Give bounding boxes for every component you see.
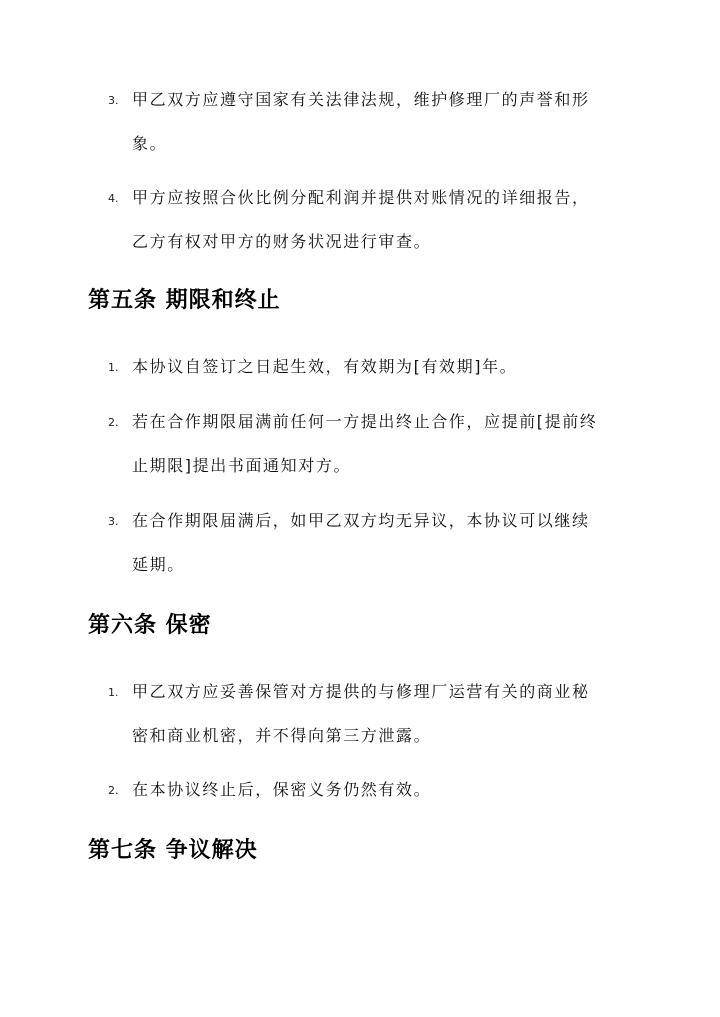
list-item-text: 在本协议终止后，保密义务仍然有效。: [132, 780, 432, 799]
list-item-number: 3.: [108, 94, 119, 107]
list-item-number: 2.: [108, 784, 119, 797]
list-item-text: 甲方应按照合伙比例分配利润并提供对账情况的详细报告，: [132, 188, 590, 207]
list-item-text: 甲乙双方应妥善保管对方提供的与修理厂运营有关的商业秘: [132, 682, 590, 701]
list-item-text: 乙方有权对甲方的财务状况进行审查。: [132, 232, 432, 251]
list-item-text: 象。: [132, 134, 168, 153]
list-item-number: 1.: [108, 361, 119, 374]
list-item-number: 1.: [108, 686, 119, 699]
list-item-number: 2.: [108, 416, 119, 429]
list-item-text: 止期限]提出书面通知对方。: [132, 456, 352, 475]
list-item-text: 甲乙双方应遵守国家有关法律法规，维护修理厂的声誉和形: [132, 90, 590, 109]
section-heading: 第六条 保密: [88, 612, 212, 638]
list-item-number: 4.: [108, 192, 119, 205]
list-item-text: 延期。: [132, 555, 185, 574]
list-item-text: 若在合作期限届满前任何一方提出终止合作，应提前[提前终: [132, 412, 598, 431]
list-item-number: 3.: [108, 515, 119, 528]
list-item-text: 密和商业机密，并不得向第三方泄露。: [132, 726, 432, 745]
section-heading: 第七条 争议解决: [88, 837, 258, 863]
list-item-text: 本协议自签订之日起生效，有效期为[有效期]年。: [132, 357, 518, 376]
section-heading: 第五条 期限和终止: [88, 287, 281, 313]
list-item-text: 在合作期限届满后，如甲乙双方均无异议，本协议可以继续: [132, 511, 590, 530]
